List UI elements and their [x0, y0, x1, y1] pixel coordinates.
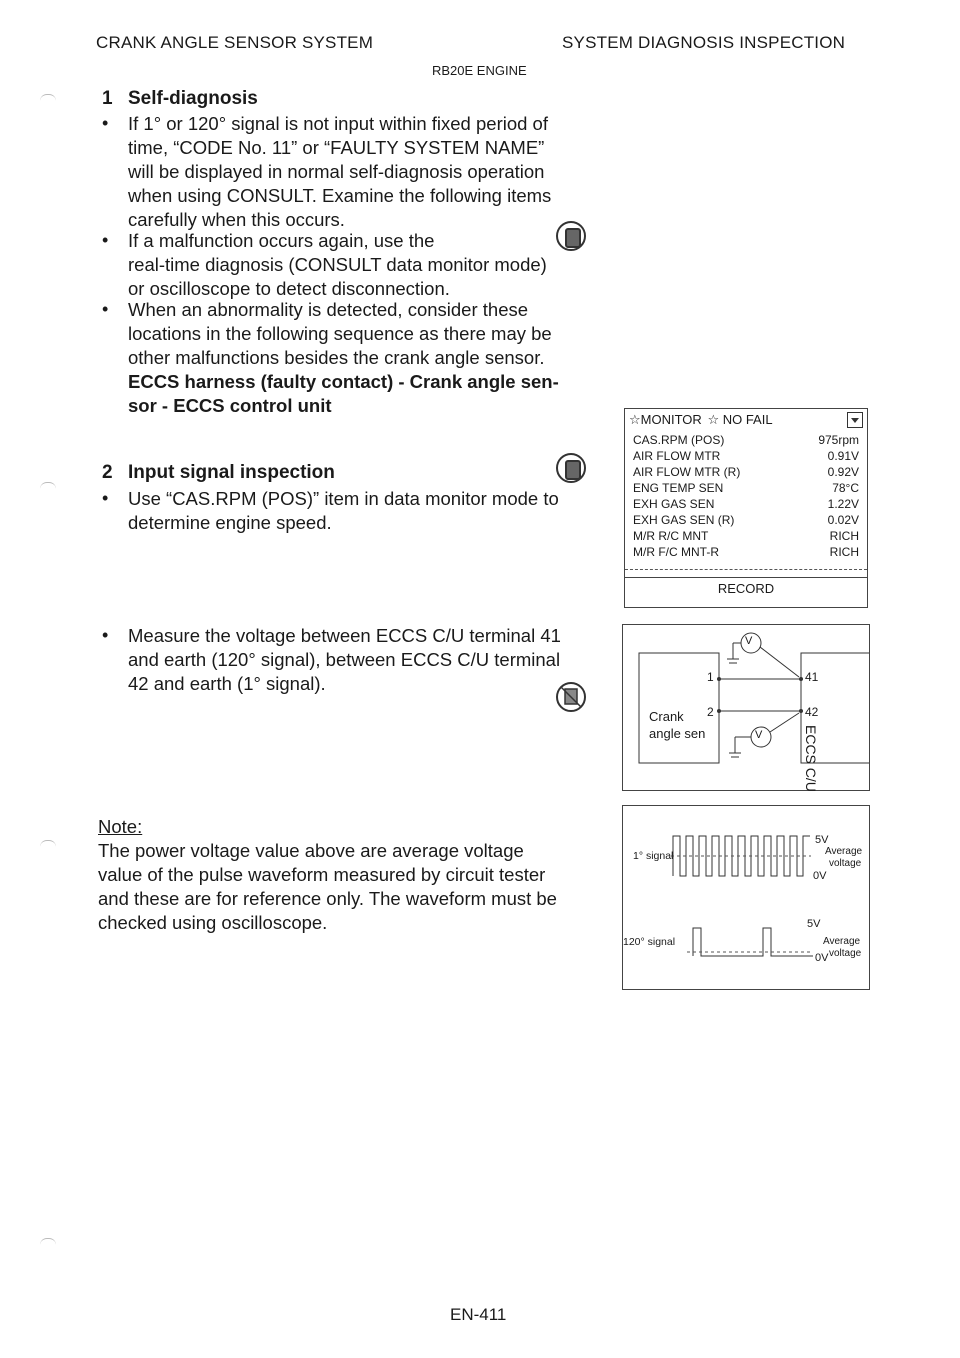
star-icon: ☆ — [707, 412, 720, 427]
signal-label: 1° signal — [633, 850, 674, 862]
monitor-row — [633, 465, 859, 479]
monitor-item-value: 0.02V — [827, 513, 859, 527]
text-line: If 1° or 120° signal is not input within fixed period of — [128, 113, 548, 134]
text-line: carefully when this occurs. — [128, 209, 345, 230]
monitor-item-value: 78°C — [832, 481, 859, 495]
monitor-title-right: NO FAIL — [722, 412, 773, 427]
text-line: and these are for reference only. The waveform must be — [98, 888, 557, 909]
terminal-label: 42 — [805, 705, 819, 719]
note-text — [98, 839, 588, 935]
sensor-label: angle sen — [649, 726, 706, 741]
section2-title: Input signal inspection — [128, 462, 335, 483]
monitor-row — [633, 497, 859, 511]
section1-bullet2 — [128, 229, 598, 301]
waveform-diagram — [622, 805, 870, 990]
text-line: If a malfunction occurs again, use the — [128, 230, 435, 251]
emphasis-line: sor - ECCS control unit — [128, 395, 332, 416]
average-label: voltage — [829, 858, 862, 869]
consult-icon — [556, 221, 586, 251]
section1-bullet1 — [128, 112, 598, 232]
monitor-item-name: AIR FLOW MTR (R) — [633, 465, 741, 479]
monitor-item-value: RICH — [829, 545, 859, 559]
engine-label: RB20E ENGINE — [432, 63, 527, 78]
emphasis-line: ECCS harness (faulty contact) - Crank angle sen- — [128, 371, 559, 392]
monitor-item-name: M/R R/C MNT — [633, 529, 709, 543]
monitor-item-value: 0.91V — [827, 449, 859, 463]
header-left: CRANK ANGLE SENSOR SYSTEM — [96, 33, 374, 52]
waveform-plot — [623, 806, 869, 989]
average-label: voltage — [829, 948, 862, 959]
record-button[interactable]: RECORD — [625, 577, 867, 600]
meter-label: V — [745, 635, 753, 647]
note-label: Note: — [98, 816, 143, 837]
consult-monitor-panel — [624, 408, 868, 608]
text-line: real-time diagnosis (CONSULT data monitor mode) — [128, 254, 547, 275]
monitor-row — [633, 529, 859, 543]
pin-label: 1 — [707, 670, 714, 684]
text-line: other malfunctions besides the crank angle sensor. — [128, 347, 545, 368]
text-line: checked using oscilloscope. — [98, 912, 328, 933]
section2-bullet1 — [128, 487, 598, 535]
monitor-item-name: ENG TEMP SEN — [633, 481, 724, 495]
divider — [625, 569, 867, 570]
header-right: SYSTEM DIAGNOSIS INSPECTION — [562, 33, 846, 52]
scroll-icon — [847, 412, 863, 428]
text-line: will be displayed in normal self-diagnosis operation — [128, 161, 545, 182]
page-number: EN-411 — [450, 1305, 507, 1324]
average-label: Average — [823, 936, 861, 947]
ecu-label: ECCS C/U — [803, 725, 819, 792]
bullet-dot: • — [102, 299, 109, 319]
voltage-label: 5V — [807, 918, 821, 930]
monitor-item-name: CAS.RPM (POS) — [633, 433, 725, 447]
bullet-dot: • — [102, 113, 109, 133]
bullet-dot: • — [102, 488, 109, 508]
text-line: value of the pulse waveform measured by circuit tester — [98, 864, 546, 885]
monitor-item-value: RICH — [829, 529, 859, 543]
margin-mark — [40, 482, 56, 489]
text-line: Measure the voltage between ECCS C/U terminal 41 — [128, 625, 561, 646]
monitor-item-name: AIR FLOW MTR — [633, 449, 721, 463]
text-line: time, “CODE No. 11” or “FAULTY SYSTEM NAME” — [128, 137, 545, 158]
monitor-item-name: EXH GAS SEN (R) — [633, 513, 735, 527]
margin-mark — [40, 1238, 56, 1245]
voltage-label: 0V — [813, 870, 827, 882]
voltage-label: 5V — [815, 834, 829, 846]
voltage-label: 0V — [815, 952, 829, 964]
section1-title: Self-diagnosis — [128, 88, 258, 109]
circuit-diagram — [622, 624, 870, 791]
text-line: When an abnormality is detected, consider these — [128, 299, 529, 320]
monitor-item-name: EXH GAS SEN — [633, 497, 715, 511]
text-line: Use “CAS.RPM (POS)” item in data monitor mode to — [128, 488, 559, 509]
monitor-item-value: 1.22V — [827, 497, 859, 511]
monitor-title-left: MONITOR — [640, 412, 702, 427]
section2-number: 2 — [102, 462, 113, 483]
monitor-item-value: 975rpm — [818, 433, 859, 447]
circuit-wires — [623, 625, 869, 790]
consult-icon — [556, 453, 586, 483]
monitor-item-value: 0.92V — [827, 465, 859, 479]
monitor-title — [629, 412, 773, 428]
monitor-row — [633, 513, 859, 527]
text-line: or oscilloscope to detect disconnection. — [128, 278, 450, 299]
text-line: when using CONSULT. Examine the following items — [128, 185, 552, 206]
section1-bullet3 — [128, 298, 598, 418]
signal-label: 120° signal — [623, 936, 676, 948]
average-label: Average — [825, 846, 863, 857]
bullet-dot: • — [102, 230, 109, 250]
monitor-row — [633, 545, 859, 559]
margin-mark — [40, 94, 56, 101]
text-line: and earth (120° signal), between ECCS C/U terminal — [128, 649, 561, 670]
section1-number: 1 — [102, 88, 113, 109]
text-line: determine engine speed. — [128, 512, 332, 533]
text-line: 42 and earth (1° signal). — [128, 673, 326, 694]
section2-bullet2 — [128, 624, 598, 696]
meter-label: V — [755, 729, 763, 741]
star-icon: ☆ — [629, 412, 641, 427]
text-line: locations in the following sequence as there may be — [128, 323, 552, 344]
monitor-item-name: M/R F/C MNT-R — [633, 545, 719, 559]
monitor-row — [633, 433, 859, 447]
bullet-dot: • — [102, 625, 109, 645]
margin-mark — [40, 840, 56, 847]
text-line: The power voltage value above are average voltage — [98, 840, 524, 861]
sensor-label: Crank — [649, 709, 684, 724]
pin-label: 2 — [707, 705, 714, 719]
terminal-label: 41 — [805, 670, 819, 684]
monitor-row — [633, 481, 859, 495]
monitor-row — [633, 449, 859, 463]
